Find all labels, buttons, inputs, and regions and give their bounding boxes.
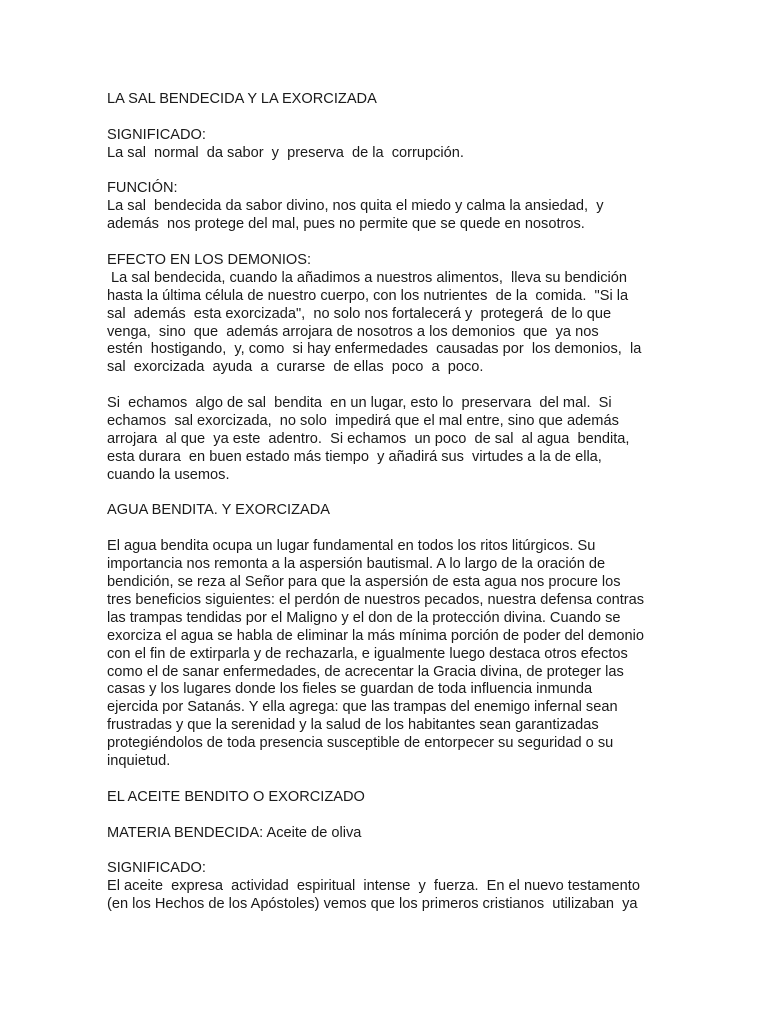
spacer	[107, 520, 667, 538]
agua-text-line: El agua bendita ocupa un lugar fundamental en todos los ritos litúrgicos. Su	[107, 538, 596, 555]
echamos-text-line: esta durara en buen estado más tiempo y añadirá sus virtudes a la de ella,	[107, 448, 602, 465]
spacer	[107, 234, 667, 252]
materia-line: MATERIA BENDECIDA: Aceite de oliva	[107, 824, 362, 841]
agua-text-line: tres beneficios siguientes: el perdón de nuestros pecados, nuestra defensa contras	[107, 591, 645, 608]
significado2-text-line: El aceite expresa actividad espiritual intense y fuerza. En el nuevo testamento	[107, 878, 640, 895]
spacer	[107, 377, 667, 395]
agua-text-line: inquietud.	[107, 752, 171, 769]
agua-heading: AGUA BENDITA. Y EXORCIZADA	[107, 502, 331, 519]
agua-text-line: como el de sanar enfermedades, de acrecentar la Gracia divina, de proteger las	[107, 663, 624, 680]
agua-text-line: frustradas y que la serenidad y la salud de los habitantes sean garantizadas	[107, 717, 599, 734]
significado-text: La sal normal da sabor y preserva de la corrupción.	[107, 144, 464, 161]
echamos-text-line: arrojara al que ya este adentro. Si echamos un poco de sal al agua bendita,	[107, 430, 630, 447]
agua-text-line: exorciza el agua se habla de eliminar la más mínima porción de poder del demonio	[107, 627, 645, 644]
efecto-text-line: venga, sino que además arrojara de nosotros a los demonios que ya nos	[107, 323, 599, 340]
agua-text-line: las trampas tendidas por el Maligno y el don de la protección divina. Cuando se	[107, 609, 621, 626]
echamos-text-line: cuando la usemos.	[107, 466, 230, 483]
agua-text-line: casas y los lugares donde los fieles se guardan de toda influencia inmunda	[107, 681, 593, 698]
efecto-text-line: hasta la última célula de nuestro cuerpo, con los nutrientes de la comida. "Si la	[107, 287, 629, 304]
aceite-heading: EL ACEITE BENDITO O EXORCIZADO	[107, 788, 365, 805]
agua-text-line: importancia nos remonta a la aspersión bautismal. A lo largo de la oración de	[107, 556, 606, 573]
efecto-heading: EFECTO EN LOS DEMONIOS:	[107, 252, 312, 269]
agua-text-line: con el fin de extirparla y de rechazarla, e igualmente luego destaca otros efectos	[107, 645, 628, 662]
efecto-text-line: sal además esta exorcizada", no solo nos fortalecerá y protegerá de lo que	[107, 305, 612, 322]
echamos-text-line: echamos sal exorcizada, no solo impedirá que el mal entre, sino que además	[107, 413, 619, 430]
funcion-text-line: además nos protege del mal, pues no permite que se quede en nosotros.	[107, 216, 585, 233]
efecto-text-line: La sal bendecida, cuando la añadimos a nuestros alimentos, lleva su bendición	[107, 269, 628, 286]
agua-text-line: ejercida por Satanás. Y ella agrega: que las trampas del enemigo infernal sean	[107, 699, 618, 716]
funcion-text-line: La sal bendecida da sabor divino, nos quita el miedo y calma la ansiedad, y	[107, 198, 604, 215]
spacer	[107, 109, 667, 127]
spacer	[107, 842, 667, 860]
spacer	[107, 485, 667, 503]
significado-heading: SIGNIFICADO:	[107, 126, 206, 143]
agua-text-line: protegiéndolos de toda presencia susceptible de entorpecer su seguridad o su	[107, 735, 614, 752]
agua-text-line: bendición, se reza al Señor para que la aspersión de esta agua nos procure los	[107, 574, 621, 591]
efecto-text-line: estén hostigando, y, como si hay enfermedades causadas por los demonios, la	[107, 341, 642, 358]
funcion-heading: FUNCIÓN:	[107, 180, 178, 197]
spacer	[107, 163, 667, 181]
spacer	[107, 771, 667, 789]
document-page	[107, 91, 667, 914]
document-title: LA SAL BENDECIDA Y LA EXORCIZADA	[107, 91, 377, 107]
efecto-text-line: sal exorcizada ayuda a curarse de ellas poco a poco.	[107, 359, 484, 376]
significado2-text-line: (en los Hechos de los Apóstoles) vemos que los primeros cristianos utilizaban ya	[107, 896, 638, 913]
echamos-text-line: Si echamos algo de sal bendita en un lugar, esto lo preservara del mal. Si	[107, 395, 612, 412]
significado2-heading: SIGNIFICADO:	[107, 860, 206, 877]
spacer	[107, 807, 667, 825]
